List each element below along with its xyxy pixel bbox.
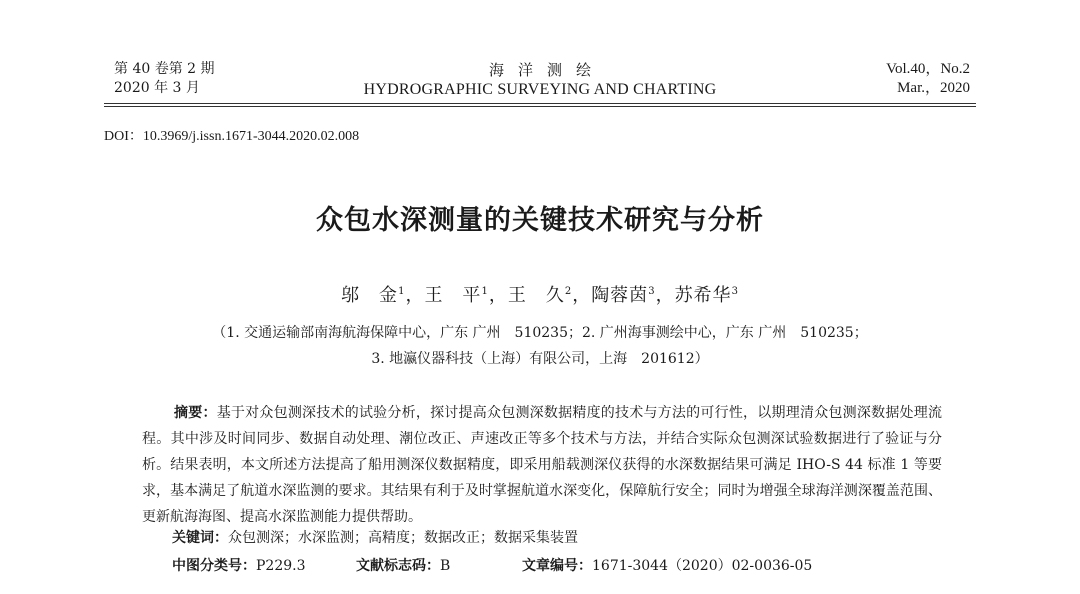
header-rule-top: [104, 103, 976, 104]
author: 王 平$^1$: [424, 285, 489, 306]
volume-issue: 第 40 卷第 2 期: [114, 61, 215, 77]
author: 王 久$^2$: [507, 285, 573, 306]
keywords: [172, 527, 578, 547]
issue-date: 2020 年 3 月: [114, 80, 200, 96]
journal-issue-en: [886, 60, 970, 98]
volume-issue-en: Vol.40，No.2: [886, 61, 970, 77]
article-number: 文章编号：1671-3044（2020）02-0036-05: [522, 558, 813, 574]
affiliation-line-2: 3. 地瀛仪器科技（上海）有限公司，上海 201612）: [371, 351, 709, 367]
keywords-text: 众包测深；水深监测；高精度；数据改正；数据采集装置: [228, 530, 578, 546]
journal-name-cn: 海洋测绘: [488, 61, 605, 79]
journal-name: [300, 60, 780, 100]
author: 邬 金$^1$: [341, 285, 406, 306]
paper-title: 众包水深测量的关键技术研究与分析: [316, 205, 764, 236]
abstract-label: 摘要：: [174, 405, 217, 421]
abstract: [142, 400, 942, 530]
journal-issue-cn: [114, 60, 215, 98]
author-list: 邬 金$^1$，王 平$^1$，王 久$^2$，陶蓉茵$^3$，苏希华$^3$: [341, 285, 739, 306]
document-code: 文献标志码：B: [356, 558, 451, 574]
clc-number: 中图分类号：P229.3: [172, 558, 306, 574]
abstract-text: 基于对众包测深技术的试验分析，探讨提高众包测深数据精度的技术与方法的可行性，以期理清众包测深数据处理流程。其中涉及时间同步、数据自动处理、潮位改正、声速改正等多个技术与方法，并结合实际众包测深试验数据进行了验证与分析。结果表明，本文所述方法提高了船用测深仪数据精度，即采用船载测深仪获得的水深数据结果可满足 IHO-S 44 标准 1 等要求，基本满足了航道水深监测的要求。其结果有利于及时掌握航道水深变化，保障航行安全；同时为增强全球海洋测深覆盖范围、更新航海海图、提高水深监测能力提供帮助。: [142, 405, 943, 525]
affiliation-line-1: （1. 交通运输部南海航海保障中心，广东 广州 510235；2. 广州海事测绘中心，广东 广州 510235；: [212, 325, 868, 341]
journal-name-en: HYDROGRAPHIC SURVEYING AND CHARTING: [363, 81, 717, 98]
author: 陶蓉茵$^3$: [591, 285, 656, 306]
header-rule-bottom: [104, 106, 976, 107]
keywords-label: 关键词：: [172, 530, 228, 546]
doi[interactable]: DOI：10.3969/j.issn.1671-3044.2020.02.008: [104, 129, 360, 144]
issue-date-en: Mar.，2020: [897, 80, 970, 96]
author: 苏希华$^3$: [674, 285, 739, 306]
